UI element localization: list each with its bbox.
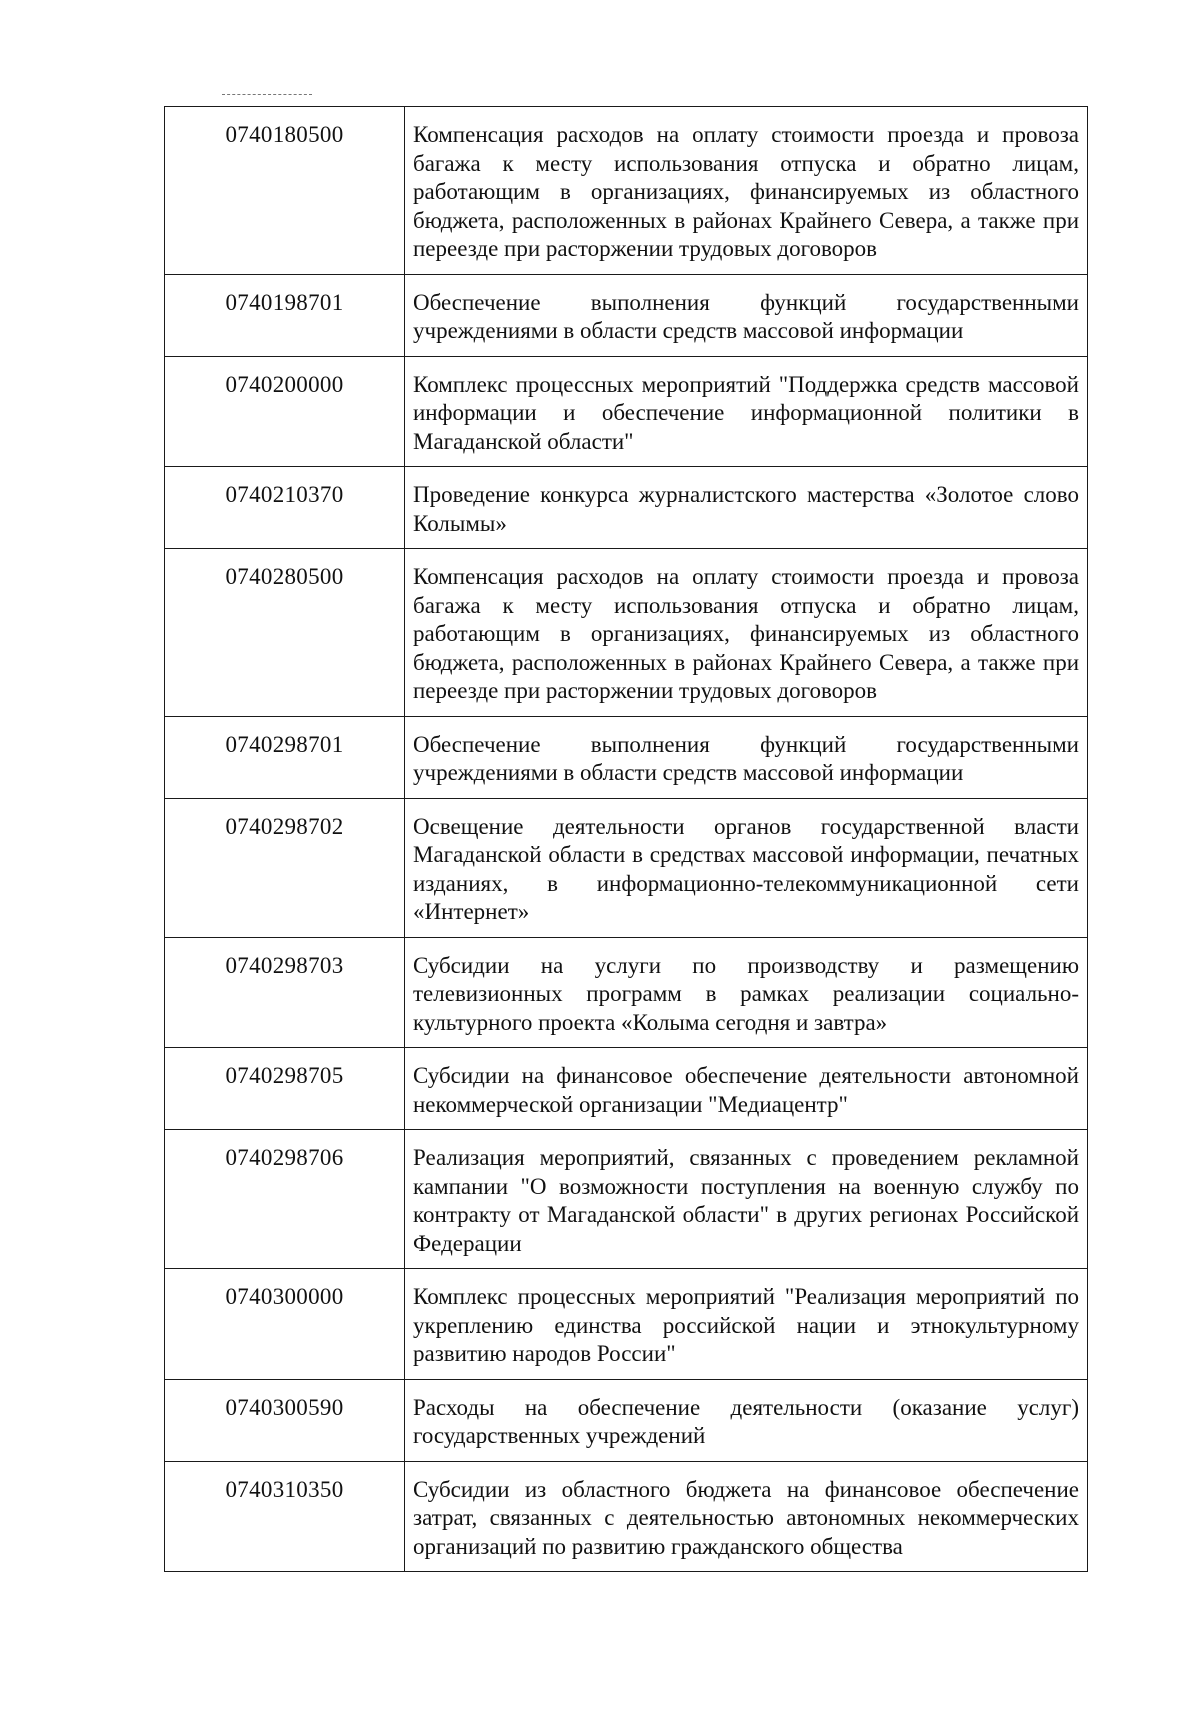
table-row <box>165 798 1088 937</box>
code-cell: 0740300000 <box>165 1269 405 1380</box>
code-cell: 0740298706 <box>165 1130 405 1269</box>
code-cell: 0740310350 <box>165 1461 405 1572</box>
table-row <box>165 937 1088 1048</box>
description-cell: Компенсация расходов на оплату стоимости проезда и провоза багажа к месту использования отпуска и обратно лицам, работающим в организациях, финансируемых из областного бюджета, расположенных в районах Крайнего Севера, а также при переезде при расторжении трудовых договоров <box>405 107 1088 275</box>
code-cell: 0740298705 <box>165 1048 405 1130</box>
code-cell: 0740180500 <box>165 107 405 275</box>
code-cell: 0740300590 <box>165 1379 405 1461</box>
table-row <box>165 1269 1088 1380</box>
code-cell: 0740200000 <box>165 356 405 467</box>
description-cell: Обеспечение выполнения функций государственными учреждениями в области средств массовой информации <box>405 274 1088 356</box>
description-cell: Компенсация расходов на оплату стоимости проезда и провоза багажа к месту использования отпуска и обратно лицам, работающим в организациях, финансируемых из областного бюджета, расположенных в районах Крайнего Севера, а также при переезде при расторжении трудовых договоров <box>405 549 1088 717</box>
code-cell: 0740298702 <box>165 798 405 937</box>
table-row <box>165 1461 1088 1572</box>
code-cell: 0740280500 <box>165 549 405 717</box>
code-cell: 0740198701 <box>165 274 405 356</box>
budget-classification-table <box>164 106 1088 1572</box>
description-cell: Субсидии на услуги по производству и размещению телевизионных программ в рамках реализации социально-культурного проекта «Колыма сегодня и завтра» <box>405 937 1088 1048</box>
description-cell: Расходы на обеспечение деятельности (оказание услуг) государственных учреждений <box>405 1379 1088 1461</box>
description-cell: Обеспечение выполнения функций государственными учреждениями в области средств массовой информации <box>405 716 1088 798</box>
table-row <box>165 274 1088 356</box>
description-cell: Проведение конкурса журналистского мастерства «Золотое слово Колымы» <box>405 467 1088 549</box>
description-cell: Комплекс процессных мероприятий "Поддержка средств массовой информации и обеспечение информационной политики в Магаданской области" <box>405 356 1088 467</box>
table-row <box>165 1130 1088 1269</box>
table-row <box>165 1379 1088 1461</box>
description-cell: Комплекс процессных мероприятий "Реализация мероприятий по укреплению единства российской нации и этнокультурному развитию народов России" <box>405 1269 1088 1380</box>
table-row <box>165 1048 1088 1130</box>
table-row <box>165 107 1088 275</box>
description-cell: Субсидии на финансовое обеспечение деятельности автономной некоммерческой организации "Медиацентр" <box>405 1048 1088 1130</box>
code-cell: 0740210370 <box>165 467 405 549</box>
table-row <box>165 549 1088 717</box>
table-row <box>165 356 1088 467</box>
description-cell: Освещение деятельности органов государственной власти Магаданской области в средствах массовой информации, печатных изданиях, в информационно-телекоммуникационной сети «Интернет» <box>405 798 1088 937</box>
table-body <box>165 107 1088 1572</box>
description-cell: Реализация мероприятий, связанных с проведением рекламной кампании "О возможности поступления на военную службу по контракту от Магаданской области" в других регионах Российской Федерации <box>405 1130 1088 1269</box>
scan-edge-mark <box>222 94 312 96</box>
table-row <box>165 716 1088 798</box>
code-cell: 0740298701 <box>165 716 405 798</box>
table-row <box>165 467 1088 549</box>
description-cell: Субсидии из областного бюджета на финансовое обеспечение затрат, связанных с деятельностью автономных некоммерческих организаций по развитию гражданского общества <box>405 1461 1088 1572</box>
code-cell: 0740298703 <box>165 937 405 1048</box>
